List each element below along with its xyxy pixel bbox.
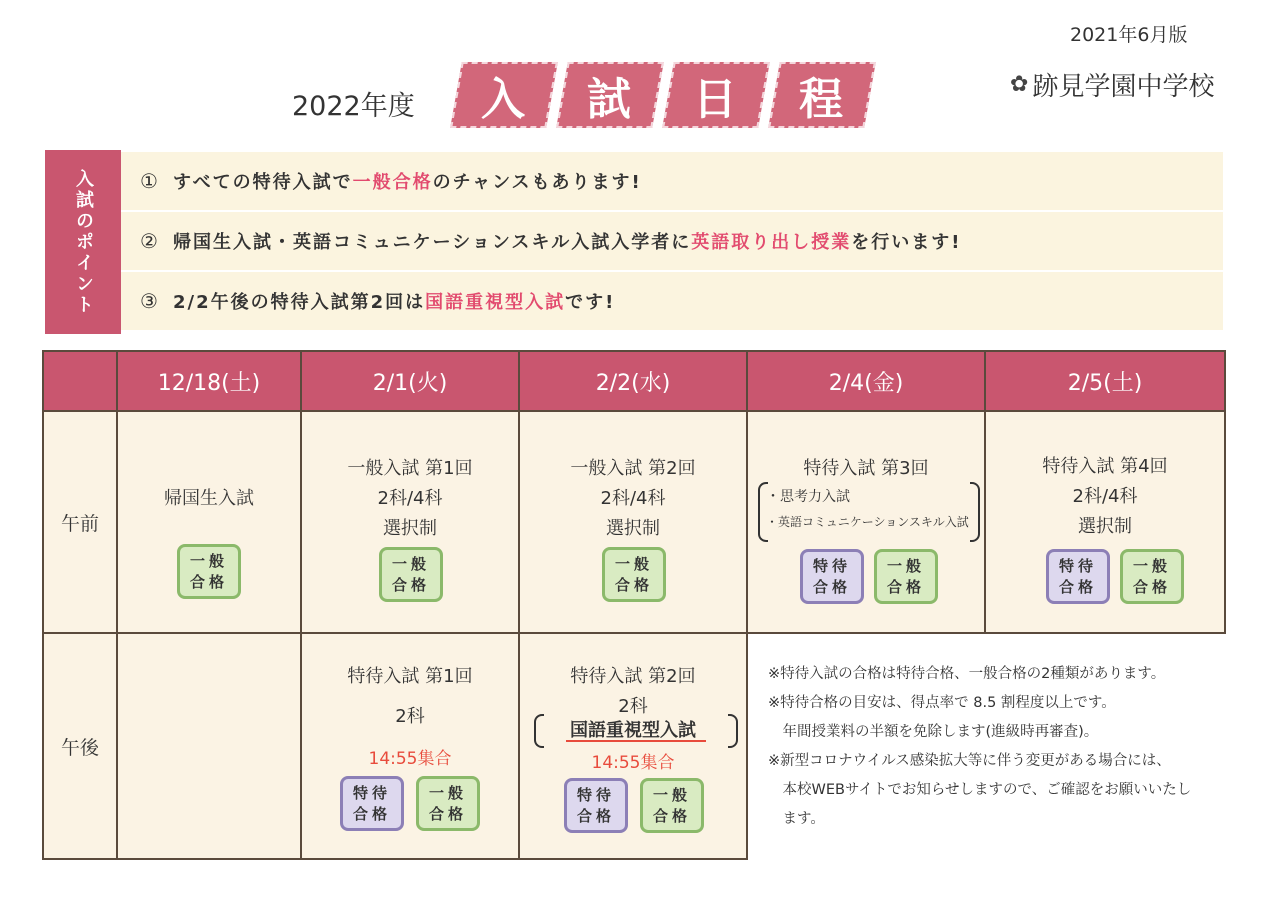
date-header-0205: 2/5(土) [984,350,1226,412]
badge-line: 合格 [352,804,391,823]
badge-line: 特待 [576,785,615,804]
exam-title: 特待入試 第2回 [570,666,696,687]
exam-note: 選択制 [1078,516,1132,537]
afternoon-0202 [518,632,748,860]
date-header-0202: 2/2(水) [518,350,748,412]
badge-line: 合格 [1132,577,1171,596]
date-header-0204: 2/4(金) [746,350,986,412]
note-line: 年間授業料の半額を免除します(進級時再審査)。 [768,724,1099,740]
exam-type: 国語重視型入試 [570,720,696,741]
point-number: ② [140,229,160,253]
fiscal-year: 2022年度 [292,91,415,122]
exam-title: 一般入試 第1回 [347,458,473,479]
title-char-1: 入 [481,74,527,125]
exam-option: ・英語コミュニケーションスキル入試 [766,515,969,529]
point-highlight: 国語重視型入試 [425,292,566,313]
general-pass-badge [177,544,241,599]
badge-line: 一般 [652,785,691,804]
badge-line: 合格 [614,575,653,594]
morning-0202 [518,410,748,634]
point-text: 帰国生入試・英語コミュニケーションスキル入試入学者に [173,232,692,253]
badge-line: 合格 [576,806,615,825]
page-title [452,62,884,136]
tokutai-pass-badge [800,549,864,604]
general-pass-badge [379,547,443,602]
school-name [1010,66,1214,103]
badge-line: 合格 [652,806,691,825]
point-text-end: のチャンスもあります! [432,172,642,193]
note-line: ※新型コロナウイルス感染拡大等に伴う変更がある場合には、 [768,753,1171,769]
bracket-right [970,482,980,542]
point-text-end: を行います! [851,232,962,253]
point-text: 2/2午後の特待入試第2回は [173,292,426,313]
badge-line: 合格 [428,804,467,823]
exam-option: ・思考力入試 [766,489,850,505]
badge-line: 一般 [189,551,228,570]
exam-subjects: 2科/4科 [1072,486,1138,507]
morning-0204 [746,410,986,634]
point-number: ③ [140,289,160,313]
title-char-2: 試 [587,74,633,125]
cherry-blossom-icon: ✿ [1010,72,1029,97]
note-line: ます。 [768,811,825,827]
exam-title: 特待入試 第3回 [803,458,929,479]
underline [566,740,706,742]
morning-0201 [300,410,520,634]
badge-line: 特待 [812,556,851,575]
exam-title: 帰国生入試 [164,488,254,509]
exam-subjects: 2科 [618,696,648,717]
badge-line: 一般 [391,554,430,573]
point-highlight: 英語取り出し授業 [691,232,852,253]
badge-line: 特待 [352,783,391,802]
general-pass-badge [602,547,666,602]
points-label: 入試のポイント [45,150,121,334]
general-pass-badge [416,776,480,831]
badge-line: 合格 [812,577,851,596]
header-corner [42,350,118,412]
badge-line: 合格 [189,572,228,591]
badge-line: 一般 [886,556,925,575]
tokutai-pass-badge [340,776,404,831]
badge-line: 一般 [428,783,467,802]
row-label-morning: 午前 [42,410,118,634]
note-line: ※特待合格の目安は、得点率で 8.5 割程度以上です。 [768,695,1116,711]
assembly-time: 14:55集合 [591,753,675,773]
point-item-1 [121,152,1223,210]
badge-line: 特待 [1058,556,1097,575]
date-header-1218: 12/18(土) [116,350,302,412]
point-item-3 [121,272,1223,330]
afternoon-0201 [300,632,520,860]
badge-line: 合格 [1058,577,1097,596]
point-number: ① [140,169,160,193]
title-char-4: 程 [799,74,845,125]
general-pass-badge [1120,549,1184,604]
edition-label: 2021年6月版 [1070,24,1188,46]
point-text-end: です! [565,292,616,313]
morning-1218 [116,410,302,634]
badge-line: 合格 [391,575,430,594]
note-line: ※特待入試の合格は特待合格、一般合格の2種類があります。 [768,666,1166,682]
assembly-time: 14:55集合 [368,749,452,769]
notes [768,660,1218,834]
exam-note: 選択制 [383,518,437,539]
tokutai-pass-badge [564,778,628,833]
general-pass-badge [640,778,704,833]
tokutai-pass-badge [1046,549,1110,604]
morning-0205 [984,410,1226,634]
exam-note: 選択制 [606,518,660,539]
point-highlight: 一般合格 [352,172,433,193]
exam-title: 一般入試 第2回 [570,458,696,479]
point-item-2 [121,212,1223,270]
badge-line: 一般 [614,554,653,573]
row-label-afternoon: 午後 [42,632,118,860]
exam-title: 特待入試 第1回 [347,666,473,687]
point-text: すべての特待入試で [173,172,353,193]
exam-subjects: 2科 [395,706,425,727]
general-pass-badge [874,549,938,604]
school-name-text: 跡見学園中学校 [1032,72,1215,102]
exam-subjects: 2科/4科 [600,488,666,509]
afternoon-1218-empty [116,632,302,860]
badge-line: 合格 [886,577,925,596]
note-line: 本校WEBサイトでお知らせしますので、ご確認をお願いいたし [768,782,1192,798]
title-char-3: 日 [693,74,739,125]
exam-title: 特待入試 第4回 [1042,456,1168,477]
exam-subjects: 2科/4科 [377,488,443,509]
badge-line: 一般 [1132,556,1171,575]
date-header-0201: 2/1(火) [300,350,520,412]
